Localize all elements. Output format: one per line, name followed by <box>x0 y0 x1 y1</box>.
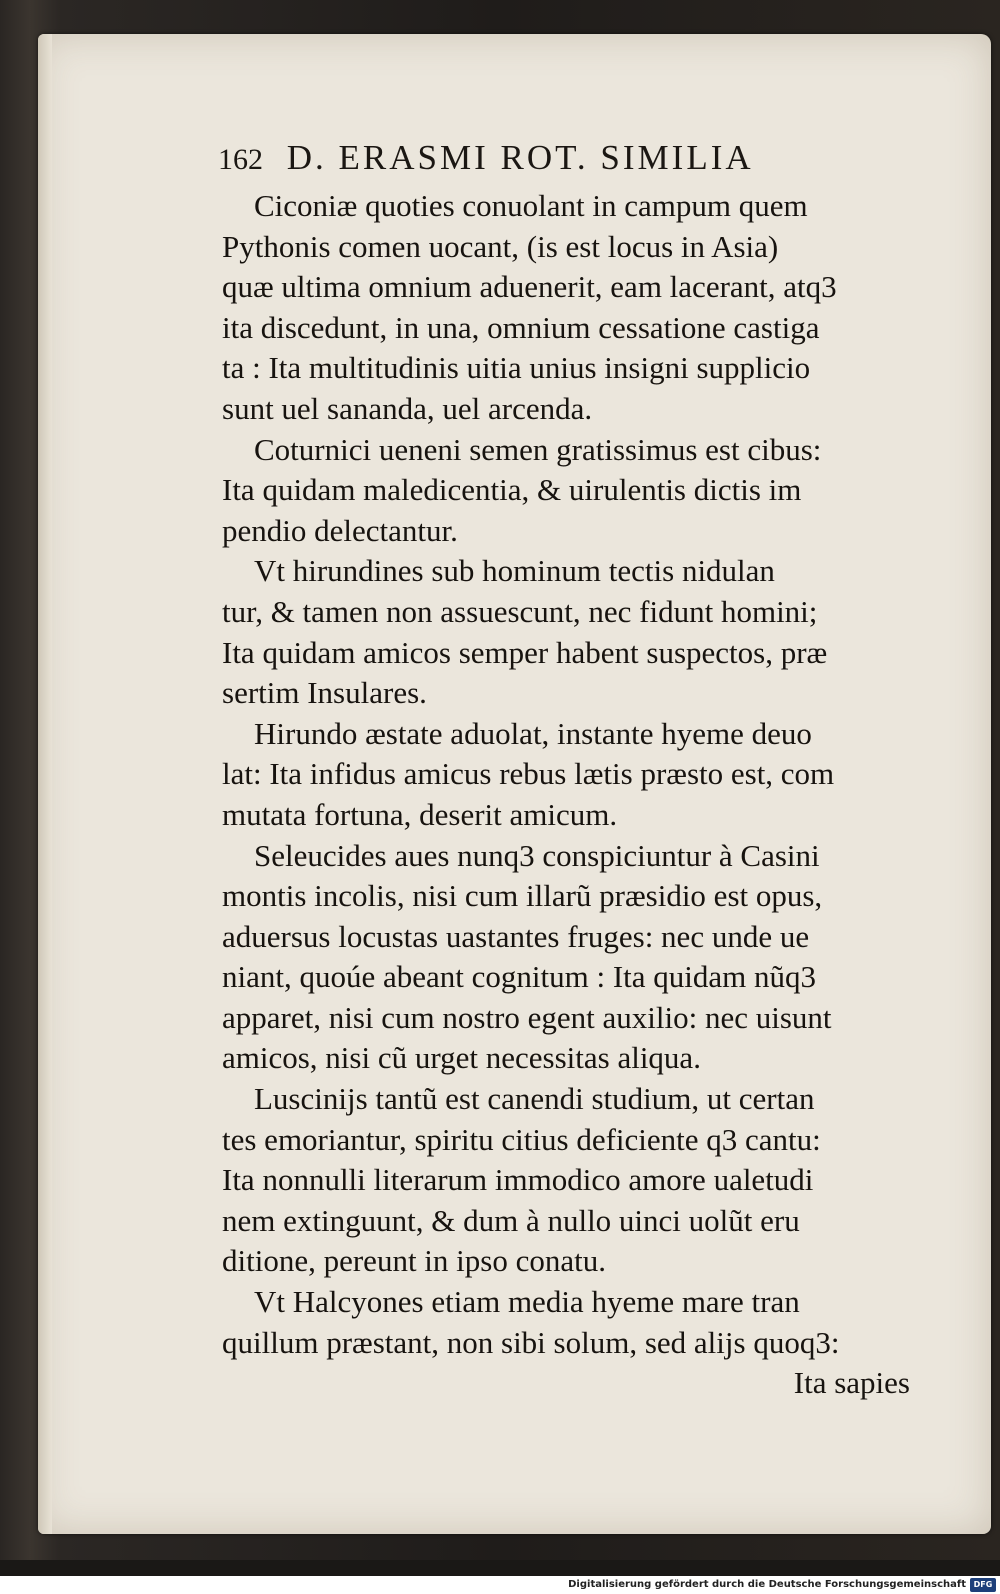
text-line: Ita quidam maledicentia, & uirulentis dictis im <box>222 472 802 508</box>
text-line: Pythonis comen uocant, (is est locus in Asia) <box>222 228 779 264</box>
text-line: pendio delectantur. <box>222 512 458 548</box>
text-line: quillum præstant, non sibi solum, sed alijs quoq3: <box>222 1324 840 1360</box>
text-line: ditione, pereunt in ipso conatu. <box>222 1243 606 1279</box>
text-line: Vt hirundines sub hominum tectis nidulan <box>254 553 775 589</box>
text-line: Luscinijs tantũ est canendi studium, ut certan <box>254 1081 815 1117</box>
text-line: Vt Halcyones etiam media hyeme mare tran <box>254 1284 800 1320</box>
catchword: Ita sapies <box>793 1365 910 1401</box>
text-line: Hirundo æstate aduolat, instante hyeme deuo <box>254 715 812 751</box>
footer-credit: Digitalisierung gefördert durch die Deutsche Forschungsgemeinschaft <box>568 1579 966 1590</box>
running-title: D. ERASMI ROT. SIMILIA <box>286 138 754 177</box>
text-line: mutata fortuna, deserit amicum. <box>222 796 618 832</box>
page-edge <box>38 34 52 1534</box>
text-line: nem extinguunt, & dum à nullo uinci uolũt eru <box>222 1202 800 1238</box>
text-line: sertim Insulares. <box>222 675 427 711</box>
text-line: Coturnici ueneni semen gratissimus est cibus: <box>254 431 822 467</box>
footer-bar <box>0 1576 1000 1594</box>
text-line: tur, & tamen non assuescunt, nec fidunt homini; <box>222 593 818 629</box>
text-line: quæ ultima omnium aduenerit, eam lacerant, atq3 <box>222 269 837 305</box>
text-line: tes emoriantur, spiritu citius deficiente q3 cantu: <box>222 1121 821 1157</box>
text-line: Ita nonnulli literarum immodico amore ualetudi <box>222 1162 814 1198</box>
body-text <box>222 186 922 1404</box>
dfg-logo-icon: DFG <box>970 1578 996 1592</box>
text-line: ita discedunt, in una, omnium cessatione castiga <box>222 309 820 345</box>
text-line: montis incolis, nisi cum illarũ præsidio est opus, <box>222 878 823 914</box>
text-line: lat: Ita infidus amicus rebus lætis præsto est, com <box>222 756 835 792</box>
text-line: Ciconiæ quoties conuolant in campum quem <box>254 188 808 223</box>
running-header <box>218 138 898 184</box>
text-line: niant, quoúe abeant cognitum : Ita quidam nũq3 <box>222 959 817 995</box>
text-line: apparet, nisi cum nostro egent auxilio: nec uisunt <box>222 999 832 1035</box>
text-line: sunt uel sananda, uel arcenda. <box>222 390 593 426</box>
text-line: Ita quidam amicos semper habent suspectos, præ <box>222 634 828 670</box>
page-number: 162 <box>218 143 263 176</box>
text-line: Seleucides aues nunq3 conspiciuntur à Casini <box>254 837 820 873</box>
text-line: aduersus locustas uastantes fruges: nec unde ue <box>222 918 810 954</box>
text-line: ta : Ita multitudinis uitia unius insigni supplicio <box>222 350 811 386</box>
text-line: amicos, nisi cũ urget necessitas aliqua. <box>222 1040 701 1076</box>
